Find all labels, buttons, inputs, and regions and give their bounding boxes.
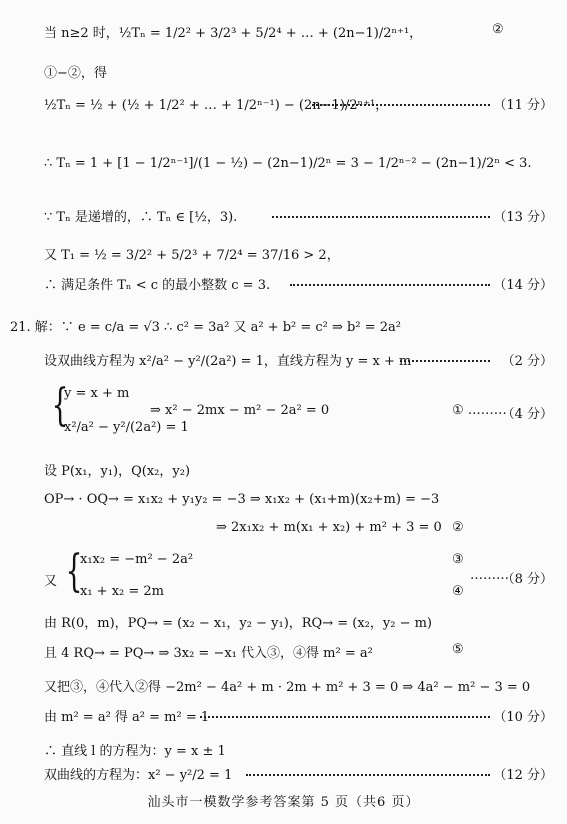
equation-marker: ③: [452, 552, 464, 567]
line-text: ∴ 直线 l 的方程为：y = x ± 1: [44, 744, 226, 759]
line-text: 又: [44, 574, 58, 589]
equation-marker: ②: [492, 22, 504, 37]
leader-dots: [272, 216, 490, 218]
line-text: ∴ 满足条件 Tₙ < c 的最小整数 c = 3.: [44, 278, 271, 293]
score-label: （13 分）: [493, 210, 553, 225]
system-equation: x²/a² − y²/(2a²) = 1: [64, 420, 189, 435]
left-brace: {: [51, 380, 69, 431]
score-label: （14 分）: [493, 278, 553, 293]
equation-marker: ⑤: [452, 642, 464, 657]
equation-marker: ① ………: [452, 403, 507, 418]
score-label: （4 分）: [501, 407, 553, 422]
leader-dots: [200, 716, 490, 718]
line-text: ⇒ x² − 2mx − m² − 2a² = 0: [150, 403, 330, 418]
system-equation: x₁x₂ = −m² − 2a²: [80, 552, 194, 567]
line-text: ⇒ 2x₁x₂ + m(x₁ + x₂) + m² + 3 = 0: [216, 520, 442, 535]
line-text: ①−②，得: [44, 66, 107, 81]
score-label: （2 分）: [501, 354, 553, 369]
system-equation: y = x + m: [64, 386, 130, 401]
leader-dots: [400, 360, 490, 362]
line-text: ∴ Tₙ = 1 + [1 − 1/2ⁿ⁻¹]/(1 − ½) − (2n−1)/2ⁿ = 3 − 1/2ⁿ⁻² − (2n−1)/2ⁿ < 3.: [44, 156, 532, 171]
line-text: OP→ · OQ→ = x₁x₂ + y₁y₂ = −3 ⇒ x₁x₂ + (x₁+m)(x₂+m) = −3: [44, 492, 440, 507]
line-text: 当 n≥2 时，½Tₙ = 1/2² + 3/2³ + 5/2⁴ + … + (2n−1)/2ⁿ⁺¹，: [44, 26, 423, 41]
line-text: 由 R(0，m)，PQ→ = (x₂ − x₁，y₂ − y₁)，RQ→ = (x₂，y₂ − m): [44, 616, 432, 631]
score-label: （12 分）: [493, 768, 553, 783]
score-label: （11 分）: [493, 98, 553, 113]
line-text: 设双曲线方程为 x²/a² − y²/(2a²) = 1，直线方程为 y = x + m: [44, 354, 412, 369]
line-text: 双曲线的方程为：x² − y²/2 = 1: [44, 768, 233, 783]
score-label: （10 分）: [493, 710, 553, 725]
leader-dots: [290, 284, 490, 286]
leader-dots: [246, 774, 490, 776]
left-brace: {: [65, 546, 83, 597]
system-equation: x₁ + x₂ = 2m: [80, 584, 164, 599]
line-text: ½Tₙ = ½ + (½ + 1/2² + … + 1/2ⁿ⁻¹) − (2n−1)/2ⁿ⁺¹，: [44, 98, 389, 113]
line-text: 由 m² = a² 得 a² = m² = 1: [44, 710, 210, 725]
line-text: ∵ Tₙ 是递增的，∴ Tₙ ∈ [½，3).: [44, 210, 238, 225]
line-text: 且 4 RQ→ = PQ→ ⇒ 3x₂ = −x₁ 代入③，④得 m² = a²: [44, 646, 373, 661]
equation-marker: ④: [452, 584, 464, 599]
leader-dots-text: ………: [470, 568, 509, 583]
line-text: 又把③，④代入②得 −2m² − 4a² + m · 2m + m² + 3 = 0 ⇒ 4a² − m² − 3 = 0: [44, 680, 531, 695]
line-text: 又 T₁ = ½ = 3/2² + 5/2³ + 7/2⁴ = 37/16 > 2，: [44, 248, 340, 263]
question-heading: 21. 解：∵ e = c/a = √3 ∴ c² = 3a² 又 a² + b² = c² ⇒ b² = 2a²: [10, 320, 401, 335]
score-label: （8 分）: [501, 572, 553, 587]
equation-marker: ②: [452, 520, 464, 535]
line-text: 设 P(x₁，y₁)，Q(x₂，y₂): [44, 464, 191, 479]
leader-dots: [312, 104, 490, 106]
page-footer: 汕头市一模数学参考答案第 5 页（共6 页）: [147, 795, 420, 810]
